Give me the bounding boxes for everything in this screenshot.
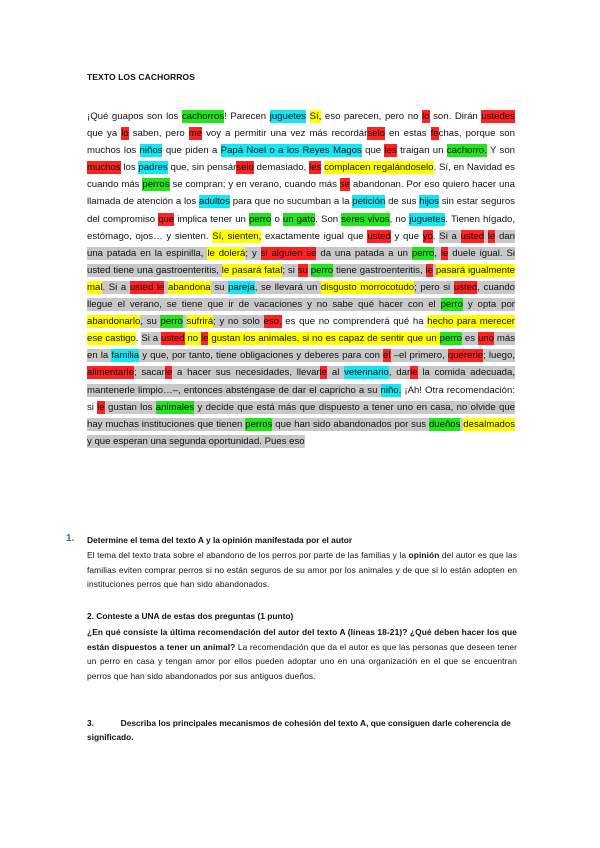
highlighted-segment-red: se — [339, 179, 350, 191]
highlighted-segment-red: selo — [367, 128, 385, 140]
answer-fragment: opinión — [408, 550, 440, 560]
highlighted-segment-red: le — [410, 367, 418, 379]
highlighted-segment-gray: que han sido aba — [272, 418, 350, 430]
highlighted-segment-gray: ; — [133, 367, 142, 379]
highlighted-segment-gray: llevar — [296, 367, 320, 379]
highlighted-segment-red: ustedes — [481, 111, 515, 122]
text-segment: voy a permitir una vez más recordár — [202, 128, 368, 140]
highlighted-segment-red: él — [383, 350, 391, 362]
highlighted-segment-gray: al — [327, 367, 345, 379]
highlighted-segment-yellow: pasará igualmente mal — [87, 264, 515, 293]
highlighted-segment-red: les — [384, 145, 397, 157]
text-segment: que ya — [87, 128, 122, 140]
highlighted-segment-red: les — [309, 162, 322, 174]
highlighted-segment-red: usted le — [129, 281, 165, 293]
highlighted-segment-yellow: Sí, — [309, 111, 322, 122]
highlighted-segment-red: eso, — [263, 316, 282, 328]
highlighted-segment-gray: más en la — [87, 333, 516, 362]
highlighted-segment-gray: –el primero, — [390, 350, 448, 362]
highlighted-segment-cyan: padres — [138, 162, 168, 174]
highlighted-segment-cyan: veterinario — [344, 367, 389, 379]
highlighted-segment-red: su — [297, 264, 308, 276]
highlighted-segment-gray: es — [462, 333, 478, 345]
text-segment: ¡Ah! Otra recomendación: si — [87, 384, 515, 413]
text-segment: que — [361, 145, 385, 157]
highlighted-segment-green: animales — [155, 401, 195, 413]
highlighted-segment-green: perro — [440, 299, 463, 311]
highlighted-segment-green: perro — [160, 316, 183, 328]
answer-fragment: del autor es que las familias eviten comprar perros si no están seguros de su amor por los animales y de que si lo están adopten en instituciones perros que han sido abandonados. — [87, 550, 518, 590]
text-segment: . Tienen hígado, estómago, ojos… y sienten. — [87, 213, 516, 242]
highlighted-segment-gray: ; y — [245, 247, 261, 259]
text-segment: ¡Qué guapos son los — [87, 111, 182, 122]
highlighted-segment-gray: la comida adecuada, mantenerle limpio…–, entonces absténgase de dar el capricho a su — [87, 367, 515, 396]
highlighted-segment-cyan: hijos — [419, 196, 439, 208]
text-segment: Y son — [486, 145, 515, 157]
highlighted-segment-red: le — [487, 230, 496, 242]
document-title: TEXTO LOS CACHORROS — [87, 72, 196, 82]
highlighted-segment-gray: ; y no solo — [213, 316, 264, 328]
highlighted-segment-red: que — [158, 213, 175, 225]
highlighted-segment-gray: , dar — [388, 367, 411, 379]
highlighted-segment-gray: ndonados — [349, 418, 392, 430]
highlighted-segment-gray: ; pero si — [414, 281, 454, 293]
answer-fragment: El tema del texto trata sobre el abandono de los perros por parte de las familias y la — [87, 550, 409, 560]
highlighted-segment-green: cachorro. — [446, 145, 487, 157]
highlighted-segment-red: fe — [430, 128, 439, 140]
text-segment: ! Parecen — [224, 111, 270, 122]
highlighted-segment-red: quererle — [447, 350, 484, 362]
highlighted-segment-red: le — [201, 333, 209, 345]
highlighted-segment-cyan: niño. — [380, 384, 402, 396]
highlighted-segment-red: le — [425, 264, 433, 276]
highlighted-segment-cyan: niños — [139, 145, 163, 157]
highlighted-segment-gray: y que esperan una segunda oportunidad. Pues eso — [87, 435, 305, 447]
highlighted-segment-yellow: abandonarlo — [87, 316, 141, 328]
highlighted-segment-green: un gato — [282, 213, 316, 225]
highlighted-segment-green: perro — [310, 264, 334, 276]
question-3 — [87, 716, 517, 744]
text-segment: . Son — [315, 213, 342, 225]
highlighted-segment-green: perro — [439, 333, 463, 345]
highlighted-segment-yellow: hecho para merecer ese castigo — [87, 316, 515, 345]
question-2-title: 2. Conteste a UNA de estas dos preguntas (1 punto) — [87, 611, 294, 621]
highlighted-segment-green: perros — [245, 418, 273, 430]
text-segment: y que — [390, 230, 423, 242]
highlighted-segment-yellow: sufrirá — [186, 316, 214, 328]
text-segment: eso parecen, pero no — [321, 111, 423, 122]
question-1-number: 1. — [66, 533, 75, 544]
text-segment: saben, pero — [128, 128, 189, 140]
text-segment: demasiado, — [253, 162, 310, 174]
highlighted-segment-red: le — [97, 401, 105, 413]
text-segment: son. Dirán — [429, 111, 482, 122]
highlighted-segment-gray: , su — [140, 316, 161, 328]
text-segment: traigan un — [396, 145, 447, 157]
text-segment: abandonan. Por eso quiero hacer una llamada de atención a los — [87, 179, 516, 208]
highlighted-segment-red: muchos — [87, 162, 121, 174]
highlighted-segment-gray: por sus — [391, 418, 429, 430]
question-2-answer: La recomendación que da el autor es que las personas que deseen tener un perro en casa y tengan amor por ellos pueden adoptar uno en una organización en el que se encuentran perros que han sido abandonados por sus antiguos dueños. — [87, 641, 517, 681]
highlighted-segment-red: usted — [367, 230, 391, 242]
highlighted-segment-gray: Si a — [141, 333, 162, 345]
highlighted-segment-red: le — [164, 367, 173, 379]
text-segment: se compran; y en verano, cuando más — [169, 179, 340, 191]
text-segment: para que no sucumban a la — [229, 196, 353, 208]
highlighted-segment-gray: , se llevará un — [254, 281, 321, 293]
highlighted-segment-gray: a hacer sus necesidades, — [172, 367, 297, 379]
highlighted-segment-green: perros — [142, 179, 170, 191]
highlighted-segment-red: selo — [236, 162, 254, 174]
highlighted-segment-red: lo — [422, 111, 430, 122]
highlighted-segment-yellow: disgusto morrocotudo — [320, 281, 415, 293]
highlighted-segment-red: le — [440, 247, 449, 259]
highlighted-segment-green: seres vivos — [341, 213, 390, 225]
highlighted-segment-yellow: gustan los animales, si no es capaz de sentir que un — [208, 333, 440, 345]
highlighted-segment-yellow: le dolerá — [207, 247, 246, 259]
highlighted-segment-red: usted — [460, 230, 485, 242]
text-segment: que, sin pensár — [167, 162, 237, 174]
highlighted-segment-gray: y que, por tanto, tiene obligaciones y deberes para con — [139, 350, 384, 362]
question-1-answer — [87, 548, 517, 592]
highlighted-segment-cyan: juguetes — [269, 111, 306, 122]
text-segment: . — [135, 333, 142, 345]
highlighted-segment-red: yo — [422, 230, 433, 242]
text-segment: chas, porque son muchos los — [87, 128, 515, 157]
highlighted-segment-red: uno — [477, 333, 494, 345]
highlighted-segment-gray: y opta por — [462, 299, 515, 311]
text-segment: , no — [389, 213, 410, 225]
highlighted-segment-gray: tiene gastroenteritis, — [333, 264, 426, 276]
text-segment: en estas — [384, 128, 431, 140]
text-segment: sin estar seguros del compromiso — [87, 196, 515, 225]
highlighted-segment-yellow: complacen regalándoselo — [324, 162, 434, 174]
text-segment: es que no comprenderá qué ha — [281, 316, 428, 328]
highlighted-segment-red: usted — [161, 333, 185, 345]
highlighted-segment-gray: , — [434, 247, 441, 259]
highlighted-segment-gray — [183, 315, 187, 328]
highlighted-segment-gray: gustan los — [104, 401, 156, 413]
highlighted-segment-yellow: no — [184, 333, 202, 345]
highlighted-segment-gray: Si a — [439, 230, 461, 242]
highlighted-segment-red: alimentarle — [87, 367, 134, 379]
highlighted-segment-red: me — [188, 128, 203, 140]
highlighted-segment-gray: y decide que está más que dispuesto a tener uno en casa, no olvide que hay muchas instituciones que tienen — [87, 401, 516, 430]
text-segment: los — [120, 162, 139, 174]
highlighted-segment-cyan: Papá Noel o a los Reyes Magos — [220, 145, 362, 157]
highlighted-segment-cyan: adultos — [198, 196, 230, 208]
highlighted-segment-cyan: petición — [352, 196, 386, 208]
highlighted-segment-gray: su — [210, 281, 229, 293]
question-3-title: Describa los principales mecanismos de cohesión del texto A, que consiguen darle coherencia de significado. — [87, 718, 511, 742]
highlighted-segment-green: perro — [248, 213, 272, 225]
highlighted-segment-gray: sacar — [141, 367, 165, 379]
question-3-number: 3. — [87, 718, 94, 728]
highlighted-segment-green: cachorros — [181, 111, 225, 122]
text-segment: . — [432, 230, 440, 242]
text-segment: implica tener un — [174, 213, 249, 225]
question-1-title: Determine el tema del texto A y la opinión manifestada por el autor — [87, 535, 353, 545]
highlighted-segment-gray: . Si a — [102, 281, 130, 293]
highlighted-segment-gray: , cuando llegue el verano, se tiene que ir de vacaciones y no sabe qué hacer con el — [87, 281, 516, 311]
text-segment: de sus — [385, 196, 420, 208]
text-segment: o — [271, 213, 283, 225]
question-2-block — [87, 625, 517, 683]
highlighted-segment-red: usted — [453, 281, 478, 293]
text-segment: exactamente igual que — [261, 230, 368, 242]
highlighted-segment-green: perro — [411, 247, 435, 259]
question-2-text: ¿En qué consiste la última recomendación del autor del texto A (líneas 18-21)? ¿Qué deben hacer los que están dispuestos a tener un animal? — [87, 627, 517, 652]
highlighted-segment-red: lo — [121, 128, 129, 140]
highlighted-segment-gray: dan una patada en la espinilla, — [87, 230, 515, 259]
highlighted-body-text — [87, 108, 515, 450]
highlighted-segment-gray: da una patada a un — [316, 247, 412, 259]
highlighted-segment-gray: ; luego, — [483, 350, 515, 362]
highlighted-segment-red: le — [319, 367, 328, 379]
highlighted-segment-cyan: familia — [111, 350, 140, 362]
highlighted-segment-cyan: juguetes — [409, 213, 446, 225]
highlighted-segment-red: si alguien se — [260, 247, 317, 259]
highlighted-segment-green: dueños — [428, 418, 461, 430]
highlighted-segment-gray: ; si — [282, 264, 298, 276]
text-segment: que piden a — [162, 145, 221, 157]
highlighted-segment-gray: duele igual. Si usted tiene una gastroenteritis, — [87, 247, 515, 276]
highlighted-segment-yellow: abandona — [168, 281, 211, 293]
highlighted-segment-yellow: le pasará fatal — [221, 264, 283, 276]
text-segment: . Sí, en Navidad es cuando más — [87, 162, 515, 191]
highlighted-segment-yellow: desalmados — [463, 418, 516, 430]
highlighted-segment-cyan: pareja — [228, 281, 255, 293]
highlighted-segment-yellow: Sí, sienten, — [212, 230, 262, 242]
